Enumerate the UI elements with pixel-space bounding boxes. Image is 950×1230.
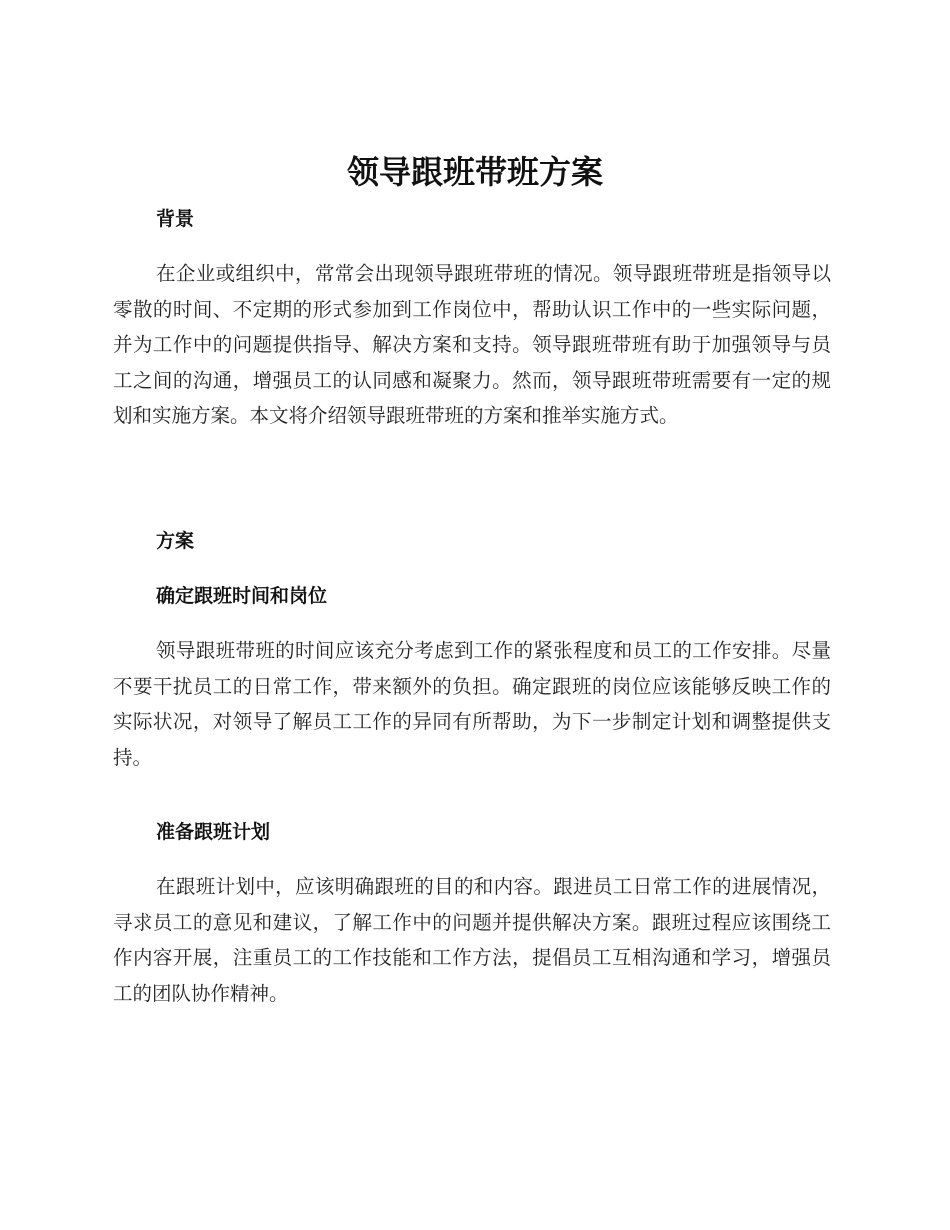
paragraph-time-and-post: 领导跟班带班的时间应该充分考虑到工作的紧张程度和员工的工作安排。尽量不要干扰员工的日常工作，带来额外的负担。确定跟班的岗位应该能够反映工作的实际状况，对领导了解员工工作的异同有所帮助，为下一步制定计划和调整提供支持。: [113, 639, 831, 769]
heading-time-and-post: 确定跟班时间和岗位: [156, 585, 328, 607]
paragraph-background: 在企业或组织中，常常会出现领导跟班带班的情况。领导跟班带班是指领导以零散的时间、不定期的形式参加到工作岗位中，帮助认识工作中的一些实际问题，并为工作中的问题提供指导、解决方案和支持。领导跟班带班有助于加强领导与员工之间的沟通，增强员工的认同感和凝聚力。然而，领导跟班带班需要有一定的规划和实施方案。本文将介绍领导跟班带班的方案和推举实施方式。: [113, 262, 831, 427]
heading-background: 背景: [156, 208, 195, 230]
heading-prepare-plan: 准备跟班计划: [156, 821, 271, 843]
paragraph-prepare-plan: 在跟班计划中，应该明确跟班的目的和内容。跟进员工日常工作的进展情况，寻求员工的意见和建议，了解工作中的问题并提供解决方案。跟班过程应该围绕工作内容开展，注重员工的工作技能和工作方法，提倡员工互相沟通和学习，增强员工的团队协作精神。: [113, 875, 831, 1005]
heading-plan: 方案: [156, 530, 195, 552]
document-title: 领导跟班带班方案: [346, 153, 603, 191]
